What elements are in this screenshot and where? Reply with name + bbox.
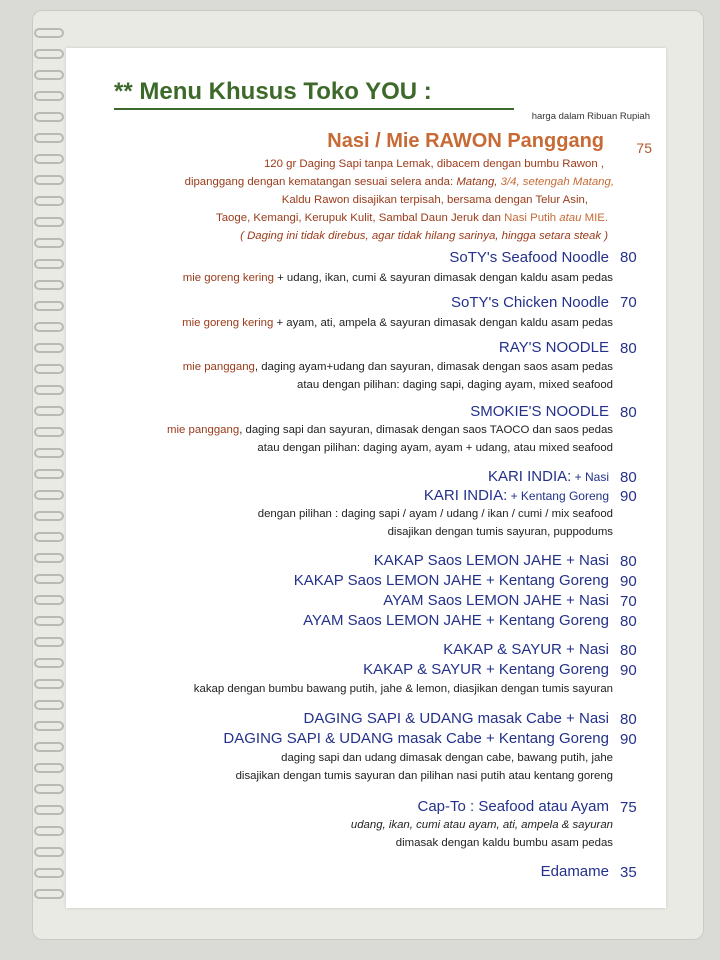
binder-ring [34, 679, 64, 689]
menu-item-desc: mie panggang, daging sapi dan sayuran, dimasak dengan saos TAOCO dan saos pedas [166, 424, 613, 436]
menu-item-name: SoTY's Chicken Noodle [451, 294, 609, 311]
binder-ring [34, 868, 64, 878]
binder-ring [34, 532, 64, 542]
binder-ring [34, 112, 64, 122]
featured-dish-name: Nasi / Mie RAWON Panggang [327, 130, 604, 152]
binder-ring [34, 700, 64, 710]
menu-item-price: 80 [620, 469, 637, 486]
binder-ring [34, 196, 64, 206]
binder-ring [34, 658, 64, 668]
menu-item-name: Edamame [540, 863, 609, 880]
menu-page [66, 48, 666, 908]
binder-ring [34, 154, 64, 164]
menu-item-name: KAKAP & SAYUR + Nasi [443, 641, 609, 658]
binder-ring [34, 721, 64, 731]
binder-ring [34, 490, 64, 500]
featured-desc-line-4: Taoge, Kemangi, Kerupuk Kulit, Sambal Daun Jeruk dan Nasi Putih atau MIE. [216, 212, 608, 224]
price-note: harga dalam Ribuan Rupiah [531, 111, 650, 122]
binder-ring [34, 511, 64, 521]
binder-ring [34, 70, 64, 80]
binder-ring [34, 763, 64, 773]
binder-ring [34, 448, 64, 458]
menu-item-price: 70 [620, 294, 637, 311]
binder-ring [34, 238, 64, 248]
menu-item-name: SoTY's Seafood Noodle [449, 249, 609, 266]
menu-item-price: 80 [620, 404, 637, 421]
menu-item-price: 70 [620, 593, 637, 610]
menu-item-name: Cap-To : Seafood atau Ayam [417, 798, 609, 815]
menu-item-name: AYAM Saos LEMON JAHE + Nasi [383, 592, 609, 609]
menu-item-name: RAY'S NOODLE [498, 339, 609, 356]
binder-ring [34, 637, 64, 647]
binder-ring [34, 364, 64, 374]
binder-ring [34, 616, 64, 626]
menu-item-price: 35 [620, 864, 637, 881]
binder-ring [34, 301, 64, 311]
menu-item-name: SMOKIE'S NOODLE [470, 403, 609, 420]
menu-item-desc: udang, ikan, cumi atau ayam, ati, ampela & sayuran [350, 819, 613, 831]
featured-desc-line-2: dipanggang dengan kematangan sesuai selera anda: Matang, 3/4, setengah Matang, [184, 176, 614, 188]
menu-item-desc: daging sapi dan udang dimasak dengan cabe, bawang putih, jahe [281, 752, 613, 764]
menu-item-name: AYAM Saos LEMON JAHE + Kentang Goreng [303, 612, 609, 629]
binder-ring [34, 805, 64, 815]
binder-ring [34, 826, 64, 836]
menu-item-desc: disajikan dengan tumis sayuran, puppodums [387, 526, 613, 538]
menu-item-name: KAKAP & SAYUR + Kentang Goreng [363, 661, 609, 678]
menu-item-desc: mie goreng kering + ayam, ati, ampela & sayuran dimasak dengan kaldu asam pedas [182, 317, 613, 329]
menu-item-name: KARI INDIA: + Kentang Goreng [423, 487, 609, 504]
binder-ring [34, 889, 64, 899]
binder-ring [34, 217, 64, 227]
menu-item-price: 80 [620, 642, 637, 659]
binder-ring [34, 322, 64, 332]
menu-item-price: 90 [620, 488, 637, 505]
menu-item-desc: kakap dengan bumbu bawang putih, jahe & lemon, diasjikan dengan tumis sayuran [193, 683, 613, 695]
page-title: ** Menu Khusus Toko YOU : [114, 78, 432, 105]
binder-ring [34, 49, 64, 59]
binder-ring [34, 280, 64, 290]
menu-item-desc: dimasak dengan kaldu bumbu asam pedas [395, 837, 613, 849]
menu-item-price: 90 [620, 573, 637, 590]
binder-ring [34, 784, 64, 794]
binder-ring [34, 553, 64, 563]
menu-item-price: 90 [620, 731, 637, 748]
binder-ring [34, 91, 64, 101]
title-underline [114, 108, 514, 110]
binder-ring [34, 133, 64, 143]
featured-desc-line-1: 120 gr Daging Sapi tanpa Lemak, dibacem dengan bumbu Rawon , [263, 158, 604, 170]
menu-item-desc-options: atau dengan pilihan: daging sapi, daging ayam, mixed seafood [296, 379, 613, 391]
binder-ring [34, 343, 64, 353]
menu-item-desc: mie goreng kering + udang, ikan, cumi & sayuran dimasak dengan kaldu asam pedas [182, 272, 613, 284]
menu-item-name: KAKAP Saos LEMON JAHE + Kentang Goreng [293, 572, 609, 589]
binder-ring [34, 406, 64, 416]
binder-ring [34, 469, 64, 479]
menu-item-price: 80 [620, 249, 637, 266]
binder-ring [34, 595, 64, 605]
binder-ring [34, 847, 64, 857]
featured-desc-line-5: ( Daging ini tidak direbus, agar tidak hilang sarinya, hingga setara steak ) [240, 230, 608, 242]
menu-item-price: 90 [620, 662, 637, 679]
menu-item-name: DAGING SAPI & UDANG masak Cabe + Kentang Goreng [223, 730, 609, 747]
menu-item-price: 75 [620, 799, 637, 816]
featured-desc-line-3: Kaldu Rawon disajikan terpisah, bersama dengan Telur Asin, [281, 194, 588, 206]
menu-item-desc: disajikan dengan tumis sayuran dan pilihan nasi putih atau kentang goreng [235, 770, 613, 782]
binder-ring [34, 28, 64, 38]
binder-ring [34, 427, 64, 437]
binder-ring [34, 742, 64, 752]
binder-ring [34, 574, 64, 584]
menu-item-desc: mie panggang, daging ayam+udang dan sayuran, dimasak dengan saos asam pedas [182, 361, 613, 373]
menu-item-name: KARI INDIA: + Nasi [487, 468, 609, 485]
menu-item-name: DAGING SAPI & UDANG masak Cabe + Nasi [303, 710, 609, 727]
binder-ring [34, 175, 64, 185]
menu-item-price: 80 [620, 613, 637, 630]
menu-item-name: KAKAP Saos LEMON JAHE + Nasi [373, 552, 609, 569]
binder-rings [34, 28, 70, 918]
menu-item-desc: dengan pilihan : daging sapi / ayam / udang / ikan / cumi / mix seafood [257, 508, 613, 520]
featured-dish-price: 75 [636, 140, 652, 156]
menu-item-price: 80 [620, 340, 637, 357]
menu-item-price: 80 [620, 711, 637, 728]
binder-ring [34, 259, 64, 269]
binder-ring [34, 385, 64, 395]
menu-item-price: 80 [620, 553, 637, 570]
menu-item-desc-options: atau dengan pilihan: daging ayam, ayam + udang, atau mixed seafood [257, 442, 613, 454]
